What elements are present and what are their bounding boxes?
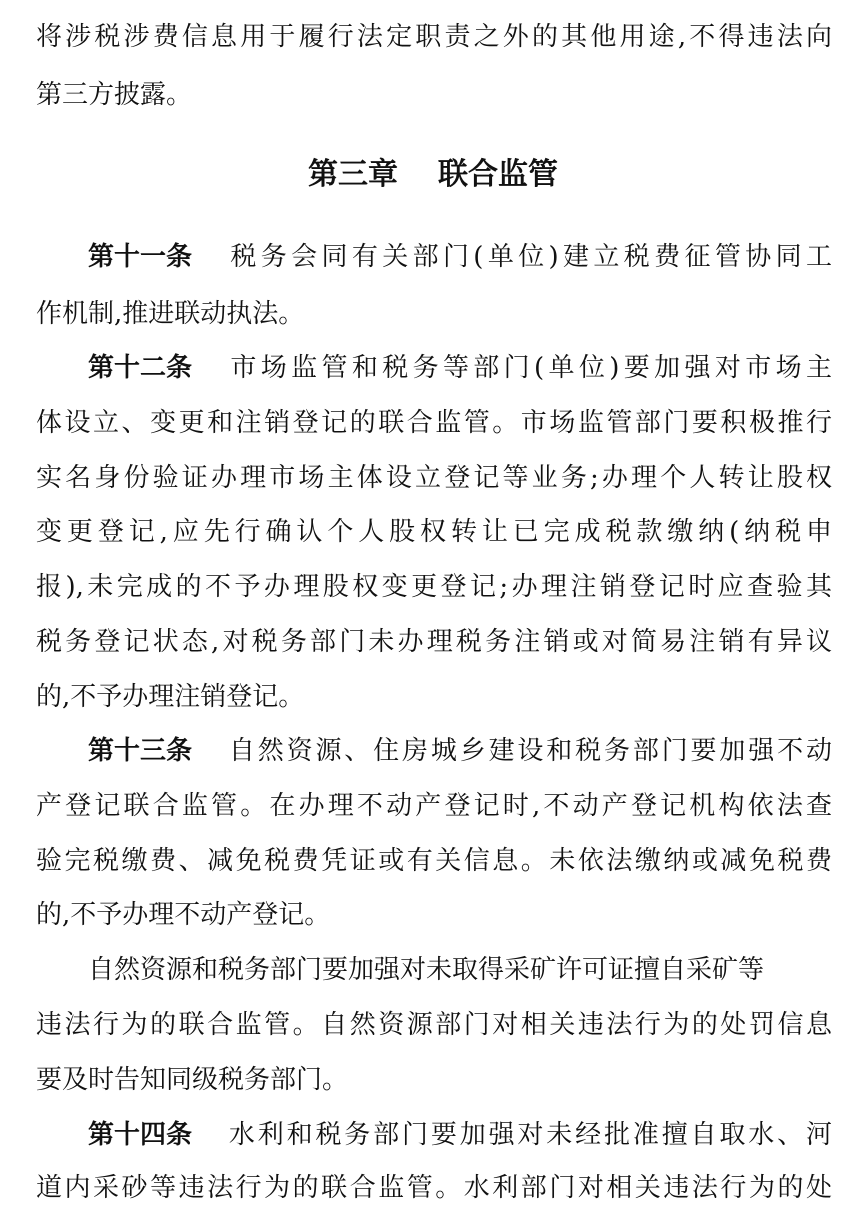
article-text: 税务会同有关部门(单位)建立税费征管协同工 (226, 242, 832, 272)
article-text: 水利和税务部门要加强对未经批准擅自取水、河 (226, 1120, 832, 1150)
article-label: 第十一条 (88, 242, 193, 272)
chapter-heading (0, 153, 866, 197)
body-text-line: 报),未完成的不予办理股权变更登记;办理注销登记时应查验其 (36, 572, 832, 602)
body-text-line: 作机制,推进联动执法。 (36, 299, 305, 329)
body-text-line: 第三方披露。 (36, 80, 193, 110)
article-label: 第十二条 (88, 353, 193, 383)
article-first-line (36, 239, 832, 275)
article-label: 第十四条 (88, 1120, 193, 1150)
body-text-line: 体设立、变更和注销登记的联合监管。市场监管部门要积极推行 (36, 408, 832, 438)
paragraph-first-line (36, 952, 832, 988)
body-text-line: 将涉税涉费信息用于履行法定职责之外的其他用途,不得违法向 (36, 22, 832, 52)
body-text-line: 要及时告知同级税务部门。 (36, 1065, 349, 1095)
body-text-line: 验完税缴费、减免税费凭证或有关信息。未依法缴纳或减免税费 (36, 846, 832, 876)
body-text-line: 产登记联合监管。在办理不动产登记时,不动产登记机构依法查 (36, 791, 832, 821)
article-text: 自然资源、住房城乡建设和税务部门要加强不动 (226, 736, 832, 766)
body-text-line: 税务登记状态,对税务部门未办理税务注销或对简易注销有异议 (36, 627, 832, 657)
body-text-line: 道内采砂等违法行为的联合监管。水利部门对相关违法行为的处 (36, 1173, 832, 1203)
body-text-line: 的,不予办理不动产登记。 (36, 900, 331, 930)
article-label: 第十三条 (88, 736, 193, 766)
article-first-line (36, 350, 832, 386)
article-first-line (36, 733, 832, 769)
body-text-line: 违法行为的联合监管。自然资源部门对相关违法行为的处罚信息 (36, 1010, 832, 1040)
paragraph-text: 自然资源和税务部门要加强对未取得采矿许可证擅自采矿等 (88, 955, 765, 985)
chapter-number: 第三章 (308, 157, 398, 192)
chapter-title: 联合监管 (438, 157, 558, 192)
body-text-line: 实名身份验证办理市场主体设立登记等业务;办理个人转让股权 (36, 463, 832, 493)
article-text: 市场监管和税务等部门(单位)要加强对市场主 (226, 353, 832, 383)
body-text-line: 的,不予办理注销登记。 (36, 682, 305, 712)
article-first-line (36, 1117, 832, 1153)
body-text-line: 变更登记,应先行确认个人股权转让已完成税款缴纳(纳税申 (36, 517, 832, 547)
